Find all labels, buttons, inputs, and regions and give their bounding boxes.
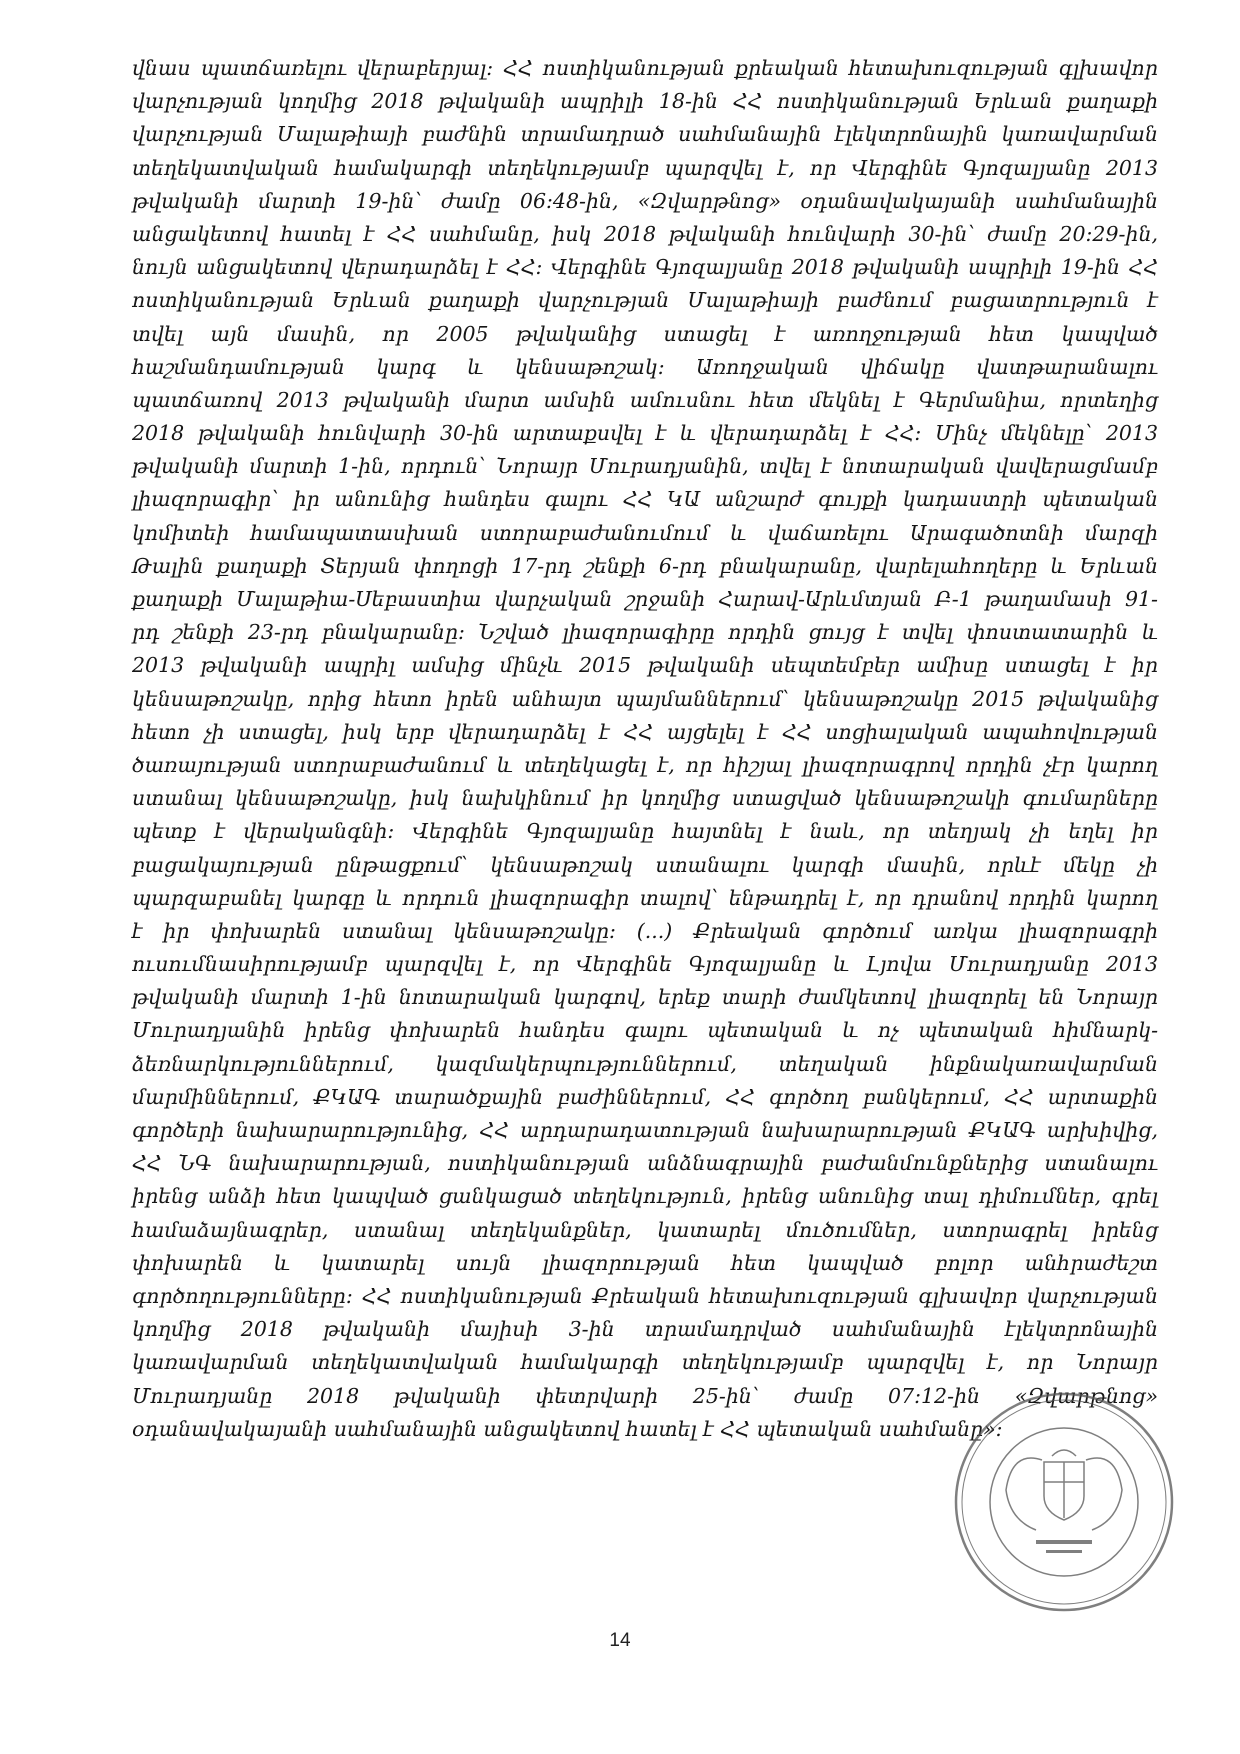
text-line: հետո չի ստացել, իսկ երբ վերադարձել է ՀՀ այցելել է ՀՀ սոցիալական ապահովության [132, 719, 1158, 744]
text-line: ձեռնարկություններում, կազմակերպություններում, տեղական ինքնակառավարման [132, 1051, 1158, 1076]
text-line: քաղաքի Մալաթիա-Սեբաստիա վարչական շրջանի Հարավ-Արևմտյան Բ-1 թաղամասի 91- [132, 587, 1158, 611]
text-line: ՀՀ ՆԳ նախարարության, ոստիկանության անձնագրային բաժանմունքներից ստանալու [132, 1151, 1158, 1176]
text-line: իրենց անձի հետ կապված ցանկացած տեղեկություն, իրենց անունից տալ դիմումներ, գրել [132, 1184, 1158, 1209]
text-line: ստանալ կենսաթոշակը, իսկ նախկինում իր կողմից ստացված կենսաթոշակի գումարները [132, 786, 1158, 811]
text-line: Մուրադյանը 2018 թվականի փետրվարի 25-ին՝ ժամը 07:12-ին «Զվարթնոց» [132, 1383, 1158, 1408]
text-line: թվականի մարտի 1-ին, որդուն՝ Նորայր Մուրադյանին, տվել է նոտարական վավերացմամբ [132, 454, 1158, 479]
text-line: Թալին քաղաքի Տերյան փողոցի 17-րդ շենքի 6-րդ բնակարանը, վարելահողերը և Երևան [132, 553, 1158, 578]
page-number: 14 [609, 1630, 631, 1651]
text-line: Մուրադյանին իրենց փոխարեն հանդես գալու պետական և ոչ պետական հիմնարկ- [132, 1018, 1158, 1043]
text-line: պետք է վերականգնի: Վերգինե Գյոզալյանը հայտնել է նաև, որ տեղյակ չի եղել իր [132, 819, 1158, 844]
text-line: թվականի մարտի 19-ին՝ ժամը 06:48-ին, «Զվարթնոց» օդանավակայանի սահմանային [132, 188, 1158, 213]
text-line: կենսաթոշակը, որից հետո իրեն անհայտ պայմաններում՝ կենսաթոշակը 2015 թվականից [132, 686, 1158, 711]
text-line: օդանավակայանի սահմանային անցակետով հատել է ՀՀ պետական սահմանը»: [132, 1416, 1003, 1441]
text-line: ոստիկանության Երևան քաղաքի վարչության Մալաթիայի բաժնում բացատրություն է [132, 288, 1158, 313]
text-line: վարչության կողմից 2018 թվականի ապրիլի 18-ին ՀՀ ոստիկանության Երևան քաղաքի [132, 89, 1158, 114]
text-line: վնաս պատճառելու վերաբերյալ: ՀՀ ոստիկանության քրեական հետախուզության գլխավոր [132, 56, 1158, 80]
text-line: անցակետով հատել է ՀՀ սահմանը, իսկ 2018 թվականի հունվարի 30-ին՝ ժամը 20:29-ին, [132, 221, 1158, 246]
text-line: վարչության Մալաթիայի բաժնին տրամադրած սահմանային էլեկտրոնային կառավարման [132, 122, 1158, 147]
text-line: տեղեկատվական համակարգի տեղեկությամբ պարզվել է, որ Վերգինե Գյոզալյանը 2013 [132, 155, 1158, 180]
text-line: գործողությունները: ՀՀ ոստիկանության Քրեական հետախուզության գլխավոր վարչության [132, 1283, 1158, 1308]
text-line: կառավարման տեղեկատվական համակարգի տեղեկությամբ պարզվել է, որ Նորայր [132, 1350, 1158, 1375]
coat-of-arms-icon [1006, 1450, 1122, 1530]
text-line: 2013 թվականի ապրիլ ամսից մինչև 2015 թվականի սեպտեմբեր ամիսը ստացել է իր [132, 653, 1158, 678]
text-line: ուսումնասիրությամբ պարզվել է, որ Վերգինե Գյոզալյանը և Լյովա Մուրադյանը 2013 [132, 952, 1158, 977]
text-line: համաձայնագրեր, ստանալ տեղեկանքներ, կատարել մուծումներ, ստորագրել իրենց [132, 1217, 1158, 1242]
official-stamp-seal [952, 1390, 1176, 1614]
document-body [132, 52, 1158, 1446]
text-line: կողմից 2018 թվականի մայիսի 3-ին տրամադրված սահմանային էլեկտրոնային [132, 1317, 1158, 1342]
text-line: բացակայության ընթացքում՝ կենսաթոշակ ստանալու կարգի մասին, որևէ մեկը չի [132, 852, 1158, 877]
text-line: մարմիններում, ՔԿԱԳ տարածքային բաժիններում, ՀՀ գործող բանկերում, ՀՀ արտաքին [132, 1084, 1158, 1109]
text-line: լիազորագիր՝ իր անունից հանդես գալու ՀՀ ԿԱ անշարժ գույքի կադաստրի պետական [132, 487, 1158, 512]
text-line: փոխարեն և կատարել սույն լիազորության հետ կապված բոլոր անհրաժեշտ [132, 1250, 1158, 1275]
text-line: հաշմանդամության կարգ և կենսաթոշակ: Առողջական վիճակը վատթարանալու [132, 354, 1158, 379]
text-line: պատճառով 2013 թվականի մարտ ամսին ամուսնու հետ մեկնել է Գերմանիա, որտեղից [132, 387, 1158, 412]
text-line: պարզաբանել կարգը և որդուն լիազորագիր տալով՝ ենթադրել է, որ դրանով որդին կարող [132, 885, 1158, 910]
text-line: կոմիտեի համապատասխան ստորաբաժանումում և վաճառելու Արագածոտնի մարզի [132, 520, 1158, 545]
text-line: 2018 թվականի հունվարի 30-ին արտաքսվել է և վերադարձել է ՀՀ: Մինչ մեկնելը՝ 2013 [132, 421, 1158, 446]
text-line: գործերի նախարարությունից, ՀՀ արդարադատության նախարարության ՔԿԱԳ արխիվից, [132, 1118, 1158, 1142]
text-line: նույն անցակետով վերադարձել է ՀՀ: Վերգինե Գյոզալյանը 2018 թվականի ապրիլի 19-ին ՀՀ [132, 255, 1158, 280]
text-line: տվել այն մասին, որ 2005 թվականից ստացել է առողջության հետ կապված [132, 321, 1158, 346]
text-line: ծառայության ստորաբաժանում և տեղեկացել է, որ հիշյալ լիազորագրով որդին չէր կարող [132, 752, 1158, 777]
text-line: է իր փոխարեն ստանալ կենսաթոշակը: (...) Քրեական գործում առկա լիազորագրի [132, 918, 1158, 943]
text-line: րդ շենքի 23-րդ բնակարանը: Նշված լիազորագիրը որդին ցույց է տվել փոստատարին և [132, 620, 1158, 645]
text-line: թվականի մարտի 1-ին նոտարական կարգով, երեք տարի ժամկետով լիազորել են Նորայր [132, 985, 1158, 1010]
